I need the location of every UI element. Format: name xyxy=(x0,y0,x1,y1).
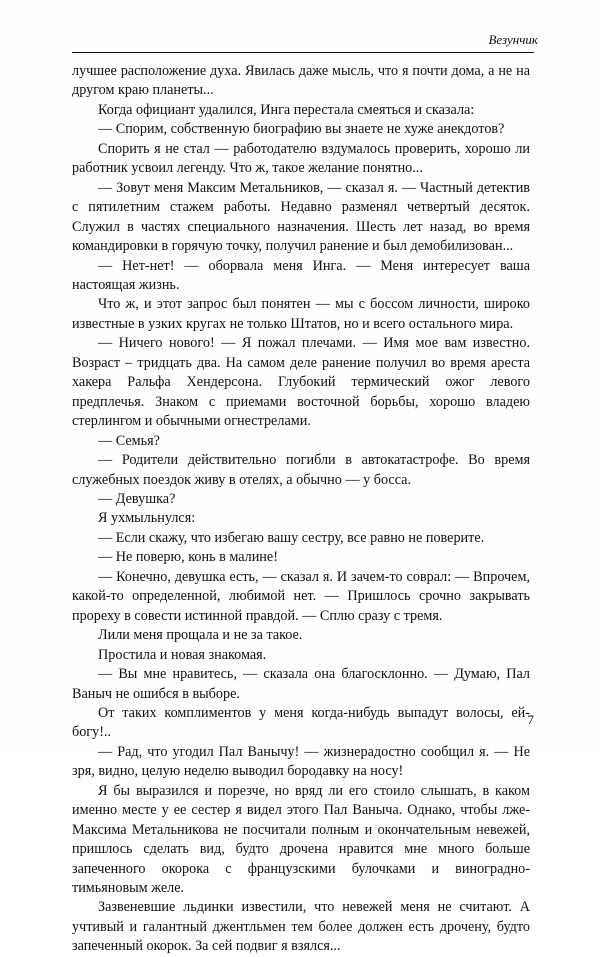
paragraph: — Девушка? xyxy=(98,490,176,507)
paragraph: — Зовут меня Максим Метальников, — сказал я. — Частный детектив с пятилетним стажем работы. Недавно разменял четвертый десяток. Служил в частях специального назначения. Шесть лет назад, во время командировки в горячую точку, получил ранение и был демобилизован... xyxy=(72,179,530,255)
paragraph: — Рад, что угодил Пал Ванычу! — жизнерадостно сообщил я. — Не зря, видно, целую неделю выводил бородавку на носу! xyxy=(72,743,530,780)
paragraph: От таких комплиментов у меня когда-нибудь выпадут волосы, ей-богу!.. xyxy=(72,704,530,741)
paragraph: — Спорим, собственную биографию вы знаете не хуже анекдотов? xyxy=(98,121,505,138)
paragraph: — Вы мне нравитесь, — сказала она благосклонно. — Думаю, Пал Ваныч не ошибся в выборе. xyxy=(72,666,530,702)
paragraph: — Не поверю, конь в малине! xyxy=(98,549,278,566)
paragraph: лучшее расположение духа. Явилась даже мысль, что я почти дома, а не на другом краю планеты... xyxy=(72,63,530,99)
paragraph: — Семья? xyxy=(98,432,160,449)
paragraph: Я ухмыльнулся: xyxy=(98,510,196,527)
paragraph: — Если скажу, что избегаю вашу сестру, все равно не поверите. xyxy=(98,529,485,546)
header-rule xyxy=(72,52,534,53)
paragraph: — Ничего нового! — Я пожал плечами. — Имя мое вам известно. Возраст – тридцать два. На самом деле ранение получил во время ареста хакера Ральфа Хендерсона. Глубокий термический ожог левого предплечья. Знаком с приемами восточной борьбы, хорошо владею стерлингом и обычными огнестрелами. xyxy=(72,335,530,430)
body-text xyxy=(72,62,530,957)
paragraph: — Родители действительно погибли в автокатастрофе. Во время служебных поездок живу в отелях, а обычно — у босса. xyxy=(72,452,530,488)
paragraph: Что ж, и этот запрос был понятен — мы с боссом личности, широко известные в узких кругах не только Штатов, но и всего остального мира. xyxy=(72,296,530,332)
paragraph: Я бы выразился и порезче, но вряд ли его стоило слышать, в каком именно месте у ее сестер я видел этого Пал Ваныча. Однако, чтобы лже-Максима Метальникова не посчитали полным и окончательным невежей, пришлось сделать вид, будто дрочена нравится мне много больше запеченного окорока с французскими булочками и виноградно-тимьяновым желе. xyxy=(72,782,530,897)
paragraph: Когда официант удалился, Инга перестала смеяться и сказала: xyxy=(98,101,475,118)
paragraph: Лили меня прощала и не за такое. xyxy=(98,627,303,644)
paragraph: Спорить я не стал — работодателю вздумалось проверить, хорошо ли работник усвоил легенду. Что ж, такое желание понятно... xyxy=(72,140,530,177)
page-number: 7 xyxy=(527,712,534,727)
running-title: Везунчик xyxy=(488,32,538,47)
paragraph: Простила и новая знакомая. xyxy=(98,646,267,663)
paragraph: Зазвеневшие льдинки известили, что невежей меня не считают. А учтивый и галантный джентльмен тем более должен есть дрочену, будто запеченный окорок. За сей подвиг я взялся... xyxy=(72,899,530,955)
paragraph: — Нет-нет! — оборвала меня Инга. — Меня интересует ваша настоящая жизнь. xyxy=(72,257,530,293)
paragraph: — Конечно, девушка есть, — сказал я. И зачем-то соврал: — Впрочем, какой-то определенной, любимой нет. — Пришлось срочно закрывать прореху в совести истинной правдой. — Сплю сразу с тремя. xyxy=(72,568,530,624)
